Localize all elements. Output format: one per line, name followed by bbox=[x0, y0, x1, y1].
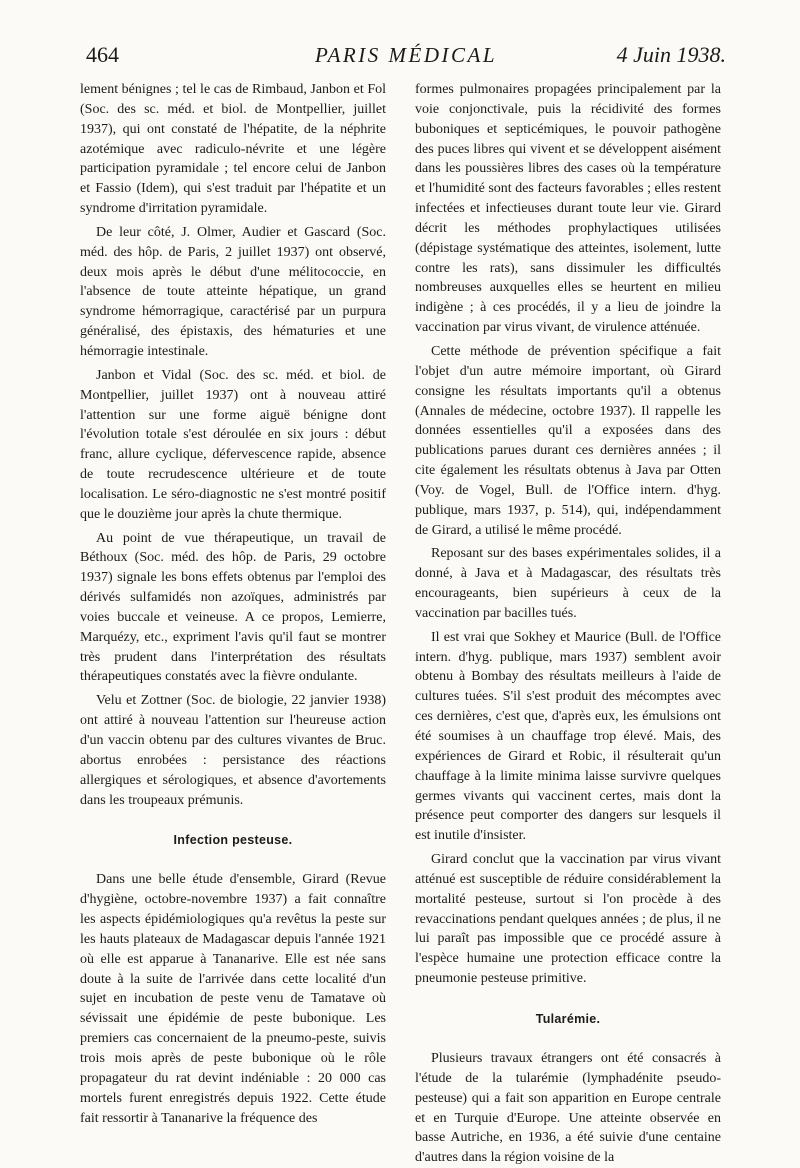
page-number: 464 bbox=[86, 42, 119, 67]
paragraph: Janbon et Vidal (Soc. des sc. méd. et biol. de Montpellier, juillet 1937) ont à nouveau attiré l'attention sur une forme aiguë bénigne dont l'évolution totale s'est déroulée en six jours : début franc, allure cyclique, défervescence rapide, absence de toute recrudescence ultérieure et de toute localisation. Le séro-diagnostic ne s'est montré positif que le douzième jour après la chute thermique. bbox=[80, 367, 386, 522]
paragraph: De leur côté, J. Olmer, Audier et Gascard (Soc. méd. des hôp. de Paris, 2 juillet 1937) ont observé, deux mois après le début d'une mélitococcie, en l'absence de toute atteinte hépatique, un grand syndrome hémorragique, caractérisé par un purpura généralisé, des épistaxis, des hématuries et une hémorragie intestinale. bbox=[80, 224, 386, 359]
running-header bbox=[86, 40, 726, 74]
paragraph: lement bénignes ; tel le cas de Rimbaud, Janbon et Fol (Soc. des sc. méd. et biol. de Montpellier, juillet 1937), qui ont constaté de l'hépatite, de la néphrite azotémique avec radiculo-névrite et une légère participation pyramidale ; tel encore celui de Janbon et Fassio (Idem), qui s'est traduit par l'hépatite et un syndrome d'irritation pyramidale. bbox=[80, 82, 386, 217]
paragraph: Au point de vue thérapeutique, un travail de Béthoux (Soc. méd. des hôp. de Paris, 29 octobre 1937) signale les bons effets obtenus par l'emploi des dérivés sulfamidés non azoïques, administrés par voies buccale et veineuse. A ce propos, Lemierre, Marquézy, etc., expriment l'avis qu'il faut se montrer très prudent dans l'interprétation des résultats thérapeutiques constatés avec la fièvre ondulante. bbox=[80, 530, 386, 685]
right-column bbox=[415, 80, 721, 1166]
paragraph: Girard conclut que la vaccination par virus vivant atténué est susceptible de réduire considérablement la mortalité pesteuse, surtout si l'on procède à des revaccinations pendant quelques années ; de plus, il ne lui paraît pas impossible que ce procédé assure à l'espèce humaine une protection efficace contre la pneumonie pesteuse primitive. bbox=[415, 852, 721, 987]
left-column bbox=[80, 80, 386, 1140]
journal-title: PARIS MÉDICAL bbox=[314, 43, 497, 67]
paragraph: Reposant sur des bases expérimentales solides, il a donné, à Java et à Madagascar, des résultats très encourageants, bien supérieurs à ceux de la vaccination par bacilles tués. bbox=[415, 546, 721, 621]
paragraph: Cette méthode de prévention spécifique a fait l'objet d'un autre mémoire important, où Girard consigne les résultats importants qu'il a obtenus (Annales de médecine, octobre 1937). Il rappelle les données essentielles qu'il a exposées dans des publications parues durant ces dernières années ; il cite également les résultats obtenus à Java par Otten (Voy. de Vogel, Bull. de l'Office intern. d'hyg. publique, mars 1937, p. 514), qui, indépendamment de Girard, a utilisé le même procédé. bbox=[415, 343, 721, 538]
paragraph: Velu et Zottner (Soc. de biologie, 22 janvier 1938) ont attiré à nouveau l'attention sur l'heureuse action d'un vaccin obtenu par des cultures vivantes de Bruc. abortus enrobées : persistance des réactions allergiques et sérologiques, et absence d'avortements dans les troupeaux prémunis. bbox=[80, 693, 386, 808]
issue-date: 4 Juin 1938. bbox=[616, 42, 726, 67]
paragraph: Dans une belle étude d'ensemble, Girard (Revue d'hygiène, octobre-novembre 1937) a fait connaître les aspects épidémiologiques qu'a revêtus la peste sur les hauts plateaux de Madagascar depuis l'année 1921 où elle est apparue à Tananarive. Elle est née sans doute à la suite de l'arrivée dans cette localité d'un sujet en incubation de peste venu de Tamatave où sévissait une épidémie de peste bubonique. Les premiers cas concernaient de la pneumo-peste, suivis trois mois après de peste bubonique où le rôle propagateur du rat devint indéniable : 20 000 cas mortels furent enregistrés depuis 1922. Cette étude fait ressortir à Tananarive la fréquence des bbox=[80, 872, 386, 1126]
section-heading-tularemie: Tularémie. bbox=[535, 1011, 601, 1026]
paragraph: Il est vrai que Sokhey et Maurice (Bull. de l'Office intern. d'hyg. publique, mars 1937) semblent avoir obtenu à Bombay des résultats meilleurs à l'aide de cultures tuées. S'il s'est produit des mécomptes avec ces dernières, c'est que, d'après eux, les émulsions ont été soumises à un chauffage trop élevé. Mais, des expériences de Girard et Robic, il résulterait qu'un chauffage à la limite minima laisse survivre quelques germes vivants qui vaccinent certes, mais dont la présence peut comporter des dangers sur lesquels il est inutile d'insister. bbox=[415, 629, 721, 844]
section-heading-infection-pesteuse: Infection pesteuse. bbox=[173, 833, 293, 848]
paragraph: formes pulmonaires propagées principalement par la voie conjonctivale, puis la récidivité des formes buboniques et septicémiques, le pouvoir pathogène des puces libres qui vivent et se développent aisément dans les poussières libres des cases où la température et l'humidité sont des facteurs favorables ; elles restent infectées et infectieuses durant toute leur vie. Girard décrit les méthodes prophylactiques utilisées (dépistage systématique des atteintes, isolement, lutte contre les rats), sans dissimuler les difficultés nombreuses auxquelles elles se heurtent en milieu indigène ; à ces procédés, il y a lieu de joindre la vaccination par virus vivant, de virulence atténuée. bbox=[415, 82, 721, 336]
paragraph: Plusieurs travaux étrangers ont été consacrés à l'étude de la tularémie (lymphadénite pseudo-pesteuse) qui a fait son apparition en Europe centrale et en Turquie d'Europe. Une atteinte observée en basse Autriche, en 1936, a été suivie d'une centaine d'autres dans la région voisine de la bbox=[415, 1050, 721, 1166]
